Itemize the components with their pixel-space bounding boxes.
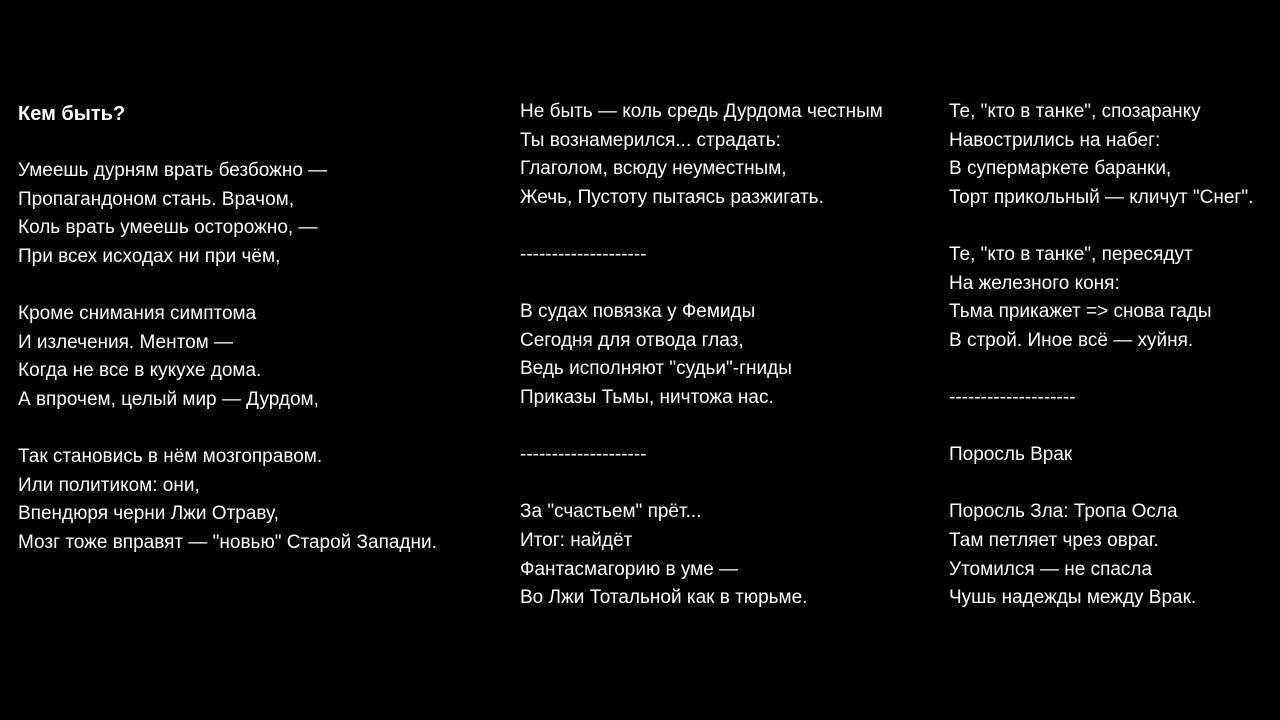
poem-line: Те, "кто в танке", пересядут	[949, 243, 1193, 265]
poem-line: При всех исходах ни при чём,	[18, 245, 281, 267]
poem-line: Ведь исполняют "судьи"-гниды	[520, 358, 792, 380]
poem-line: Жечь, Пустоту пытаясь разжигать.	[520, 186, 824, 208]
poem-line: В строй. Иное всё — хуйня.	[949, 329, 1194, 351]
poem-line: Когда не все в кукухе дома.	[18, 360, 262, 382]
poem-column-3	[949, 98, 1253, 613]
poem-line: Во Лжи Тотальной как в тюрьме.	[520, 587, 808, 609]
poem-line: Умеешь дурням врать безбожно —	[18, 160, 328, 182]
poem-line: Так становись в нём мозгоправом.	[18, 446, 323, 468]
divider: --------------------	[520, 444, 647, 466]
poem-line: И излечения. Ментом —	[18, 331, 233, 353]
poem-column-2	[520, 98, 883, 613]
poem-line: Итог: найдёт	[520, 529, 633, 551]
poem-line: Мозг тоже вправят — "новью" Старой Западни.	[18, 531, 437, 553]
poem-line: Навострились на набег:	[949, 129, 1161, 151]
poem-column-1	[18, 100, 437, 558]
stanza-gap	[18, 272, 437, 301]
poem-line: Торт прикольный — кличут "Снег".	[949, 186, 1254, 208]
poem-line: Там петляет чрез овраг.	[949, 529, 1159, 551]
poem-line: Глаголом, всюду неуместным,	[520, 158, 787, 180]
poem-line: Сегодня для отвода глаз,	[520, 329, 744, 351]
poem-line: В супермаркете баранки,	[949, 158, 1172, 180]
poem-line: Кроме снимания симптома	[18, 303, 257, 325]
stanza-gap	[18, 415, 437, 444]
stanza-gap	[949, 413, 1253, 442]
poem-line: Те, "кто в танке", спозаранку	[949, 101, 1201, 122]
poem-line: На железного коня:	[949, 272, 1120, 294]
poem-line: В судах повязка у Фемиды	[520, 301, 756, 323]
divider: --------------------	[520, 243, 647, 265]
stanza-gap	[520, 270, 883, 299]
poem-subtitle: Поросль Врак	[949, 444, 1073, 466]
poem-line: Не быть — коль средь Дурдома честным	[520, 101, 883, 122]
poem-line: Чушь надежды между Врак.	[949, 587, 1197, 609]
stanza-gap	[520, 413, 883, 442]
stanza-gap	[520, 212, 883, 241]
stanza-gap	[949, 355, 1253, 384]
poem-line: Фантасмагорию в уме —	[520, 558, 739, 580]
poem-line: Поросль Зла: Тропа Осла	[949, 501, 1178, 523]
divider: --------------------	[949, 386, 1076, 408]
poem-line: Утомился — не спасла	[949, 558, 1153, 580]
poem-line: Или политиком: они,	[18, 474, 200, 496]
poem-line: Впендюря черни Лжи Отраву,	[18, 503, 279, 525]
poem-line: Ты вознамерился... страдать:	[520, 129, 781, 151]
poem-title: Кем быть?	[18, 103, 126, 125]
stanza-gap	[949, 212, 1253, 241]
stanza-gap	[18, 129, 437, 158]
poem-line: Приказы Тьмы, ничтожа нас.	[520, 386, 774, 408]
poem-line: Коль врать умеешь осторожно, —	[18, 217, 318, 239]
poem-line: Пропагандоном стань. Врачом,	[18, 188, 294, 210]
poem-line: Тьма прикажет => снова гады	[949, 301, 1212, 323]
poem-line: А впрочем, целый мир — Дурдом,	[18, 388, 319, 410]
stanza-gap	[520, 470, 883, 499]
poem-line: За "счастьем" прёт...	[520, 501, 702, 523]
stanza-gap	[949, 470, 1253, 499]
